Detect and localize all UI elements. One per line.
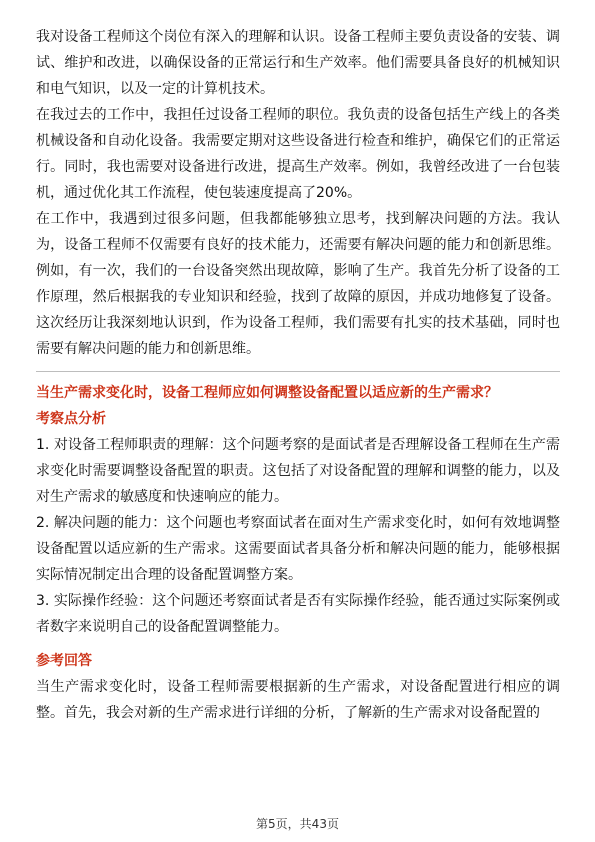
analysis-point-1: 1. 对设备工程师职责的理解：这个问题考察的是面试者是否理解设备工程师在生产需求变化时需要调整设备配置的职责。这包括了对设备配置的理解和调整的能力，以及对生产需求的敏感度和快速响应的能力。: [36, 437, 560, 505]
page-content: [36, 24, 560, 726]
analysis-heading: 考察点分析: [36, 411, 106, 427]
intro-paragraph-3: 在工作中，我遇到过很多问题，但我都能够独立思考，找到解决问题的方法。我认为，设备工程师不仅需要有良好的技术能力，还需要有解决问题的能力和创新思维。例如，有一次，我们的一台设备突然出现故障，影响了生产。我首先分析了设备的工作原理，然后根据我的专业知识和经验，找到了故障的原因，并成功地修复了设备。这次经历让我深刻地认识到，作为设备工程师，我们需要有扎实的技术基础，同时也需要有解决问题的能力和创新思维。: [36, 211, 560, 357]
analysis-point-2: 2. 解决问题的能力：这个问题也考察面试者在面对生产需求变化时，如何有效地调整设备配置以适应新的生产需求。这需要面试者具备分析和解决问题的能力，能够根据实际情况制定出合理的设备配置调整方案。: [36, 515, 560, 583]
intro-paragraph-2: 在我过去的工作中，我担任过设备工程师的职位。我负责的设备包括生产线上的各类机械设备和自动化设备。我需要定期对这些设备进行检查和维护，确保它们的正常运行。同时，我也需要对设备进行改进，提高生产效率。例如，我曾经改进了一台包装机，通过优化其工作流程，使包装速度提高了20%。: [36, 107, 560, 201]
page-footer: 第5页，共43页: [256, 817, 339, 831]
answer-heading: 参考回答: [36, 653, 92, 669]
intro-paragraph-1: 我对设备工程师这个岗位有深入的理解和认识。设备工程师主要负责设备的安装、调试、维护和改进，以确保设备的正常运行和生产效率。他们需要具备良好的机械知识和电气知识，以及一定的计算机技术。: [36, 29, 560, 97]
section-divider: [36, 371, 560, 372]
question-heading: 当生产需求变化时，设备工程师应如何调整设备配置以适应新的生产需求？: [36, 385, 498, 401]
answer-paragraph: 当生产需求变化时，设备工程师需要根据新的生产需求，对设备配置进行相应的调整。首先，我会对新的生产需求进行详细的分析，了解新的生产需求对设备配置的: [36, 679, 560, 721]
analysis-point-3: 3. 实际操作经验：这个问题还考察面试者是否有实际操作经验，能否通过实际案例或者数字来说明自己的设备配置调整能力。: [36, 593, 560, 635]
